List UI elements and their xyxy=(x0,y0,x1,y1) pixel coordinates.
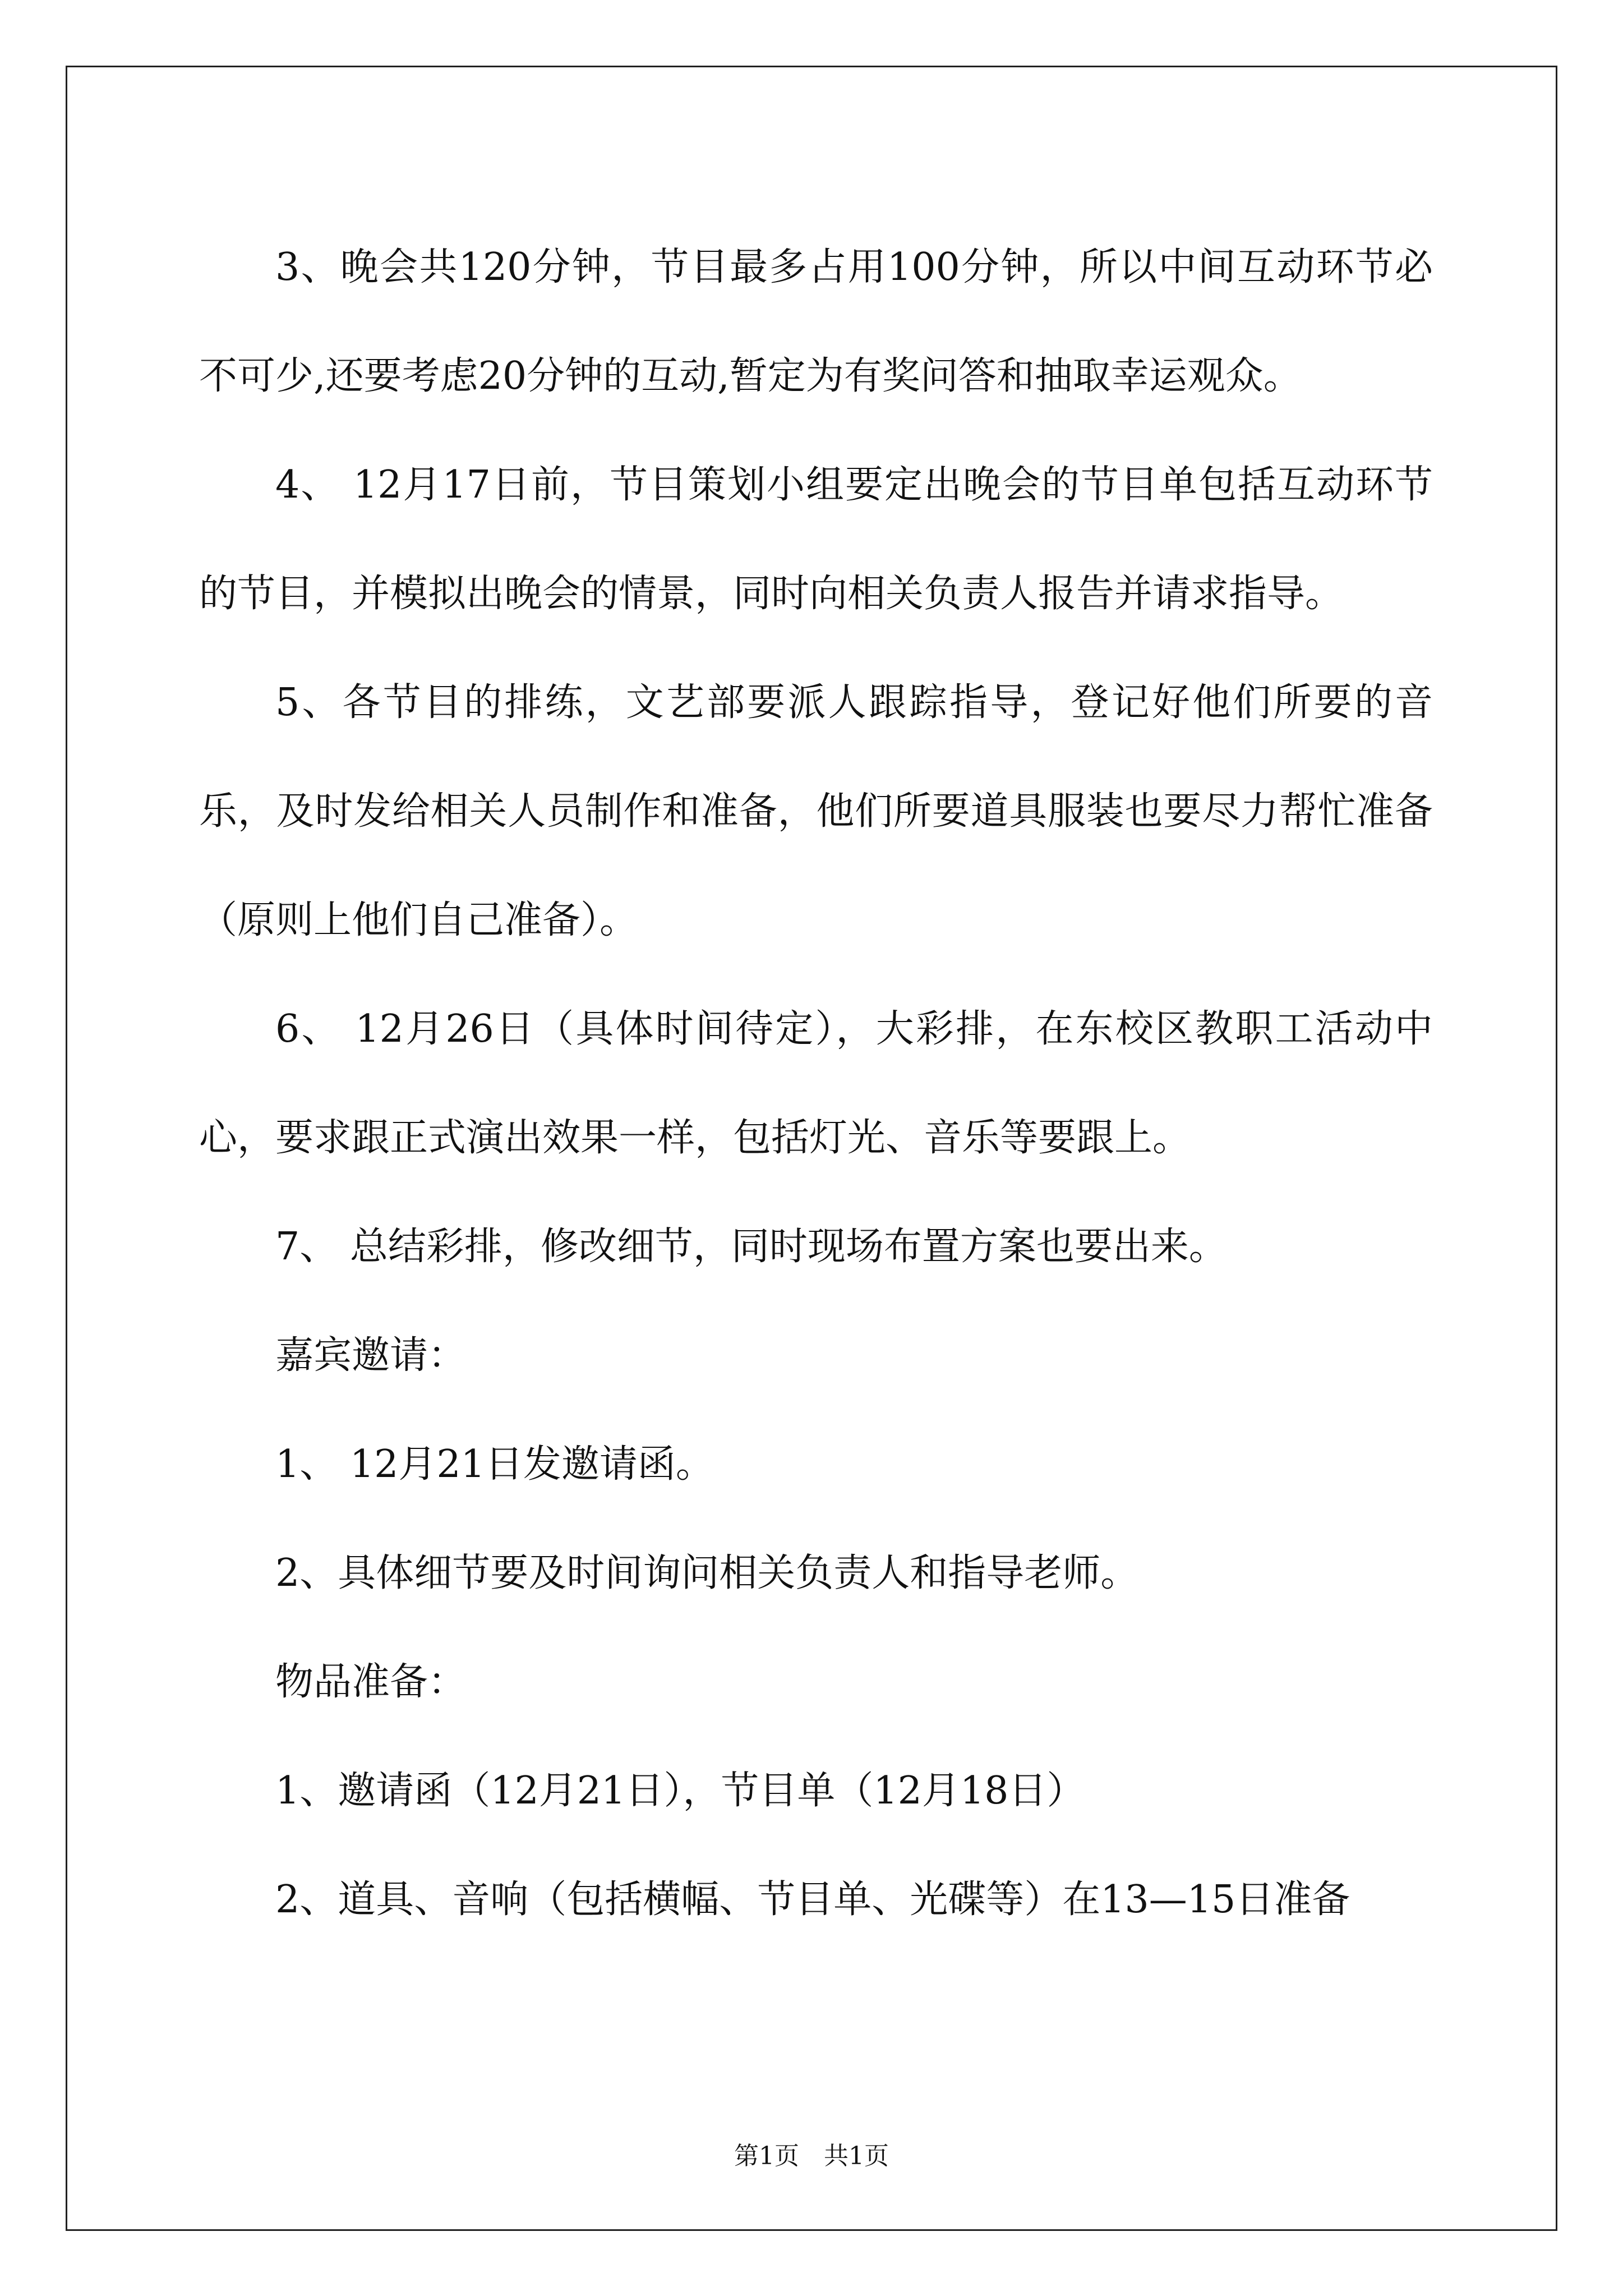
guest-item-2: 2、具体细节要及时间询问相关负责人和指导老师。 xyxy=(275,1551,1139,1595)
page-number: 第1页 共1页 xyxy=(734,2142,889,2170)
document-body xyxy=(199,213,1433,1954)
guest-item-1: 1、 12月21日发邀请函。 xyxy=(275,1442,714,1487)
heading-guest-invitation: 嘉宾邀请： xyxy=(275,1333,467,1378)
paragraph-5: 5、各节目的排练，文艺部要派人跟踪指导，登记好他们所要的音乐，及时发给相关人员制作和准备，他们所要道具服装也要尽力帮忙准备（原则上他们自己准备）。 xyxy=(199,680,1433,942)
paragraph-7: 7、 总结彩排，修改细节，同时现场布置方案也要出来。 xyxy=(275,1225,1227,1269)
supplies-item-1: 1、邀请函（12月21日），节目单（12月18日） xyxy=(275,1769,1085,1813)
paragraph-4: 4、 12月17日前，节目策划小组要定出晚会的节目单包括互动环节的节目，并模拟出晚会的情景，同时向相关负责人报告并请求指导。 xyxy=(199,463,1433,616)
supplies-item-2: 2、道具、音响（包括横幅、节目单、光碟等）在13—15日准备 xyxy=(275,1878,1350,1922)
heading-supplies: 物品准备： xyxy=(275,1660,467,1704)
paragraph-3: 3、晚会共120分钟，节目最多占用100分钟，所以中间互动环节必不可少,还要考虑20分钟的互动,暂定为有奖问答和抽取幸运观众。 xyxy=(199,245,1433,398)
paragraph-6: 6、 12月26日（具体时间待定），大彩排，在东校区教职工活动中心，要求跟正式演出效果一样，包括灯光、音乐等要跟上。 xyxy=(199,1007,1433,1160)
